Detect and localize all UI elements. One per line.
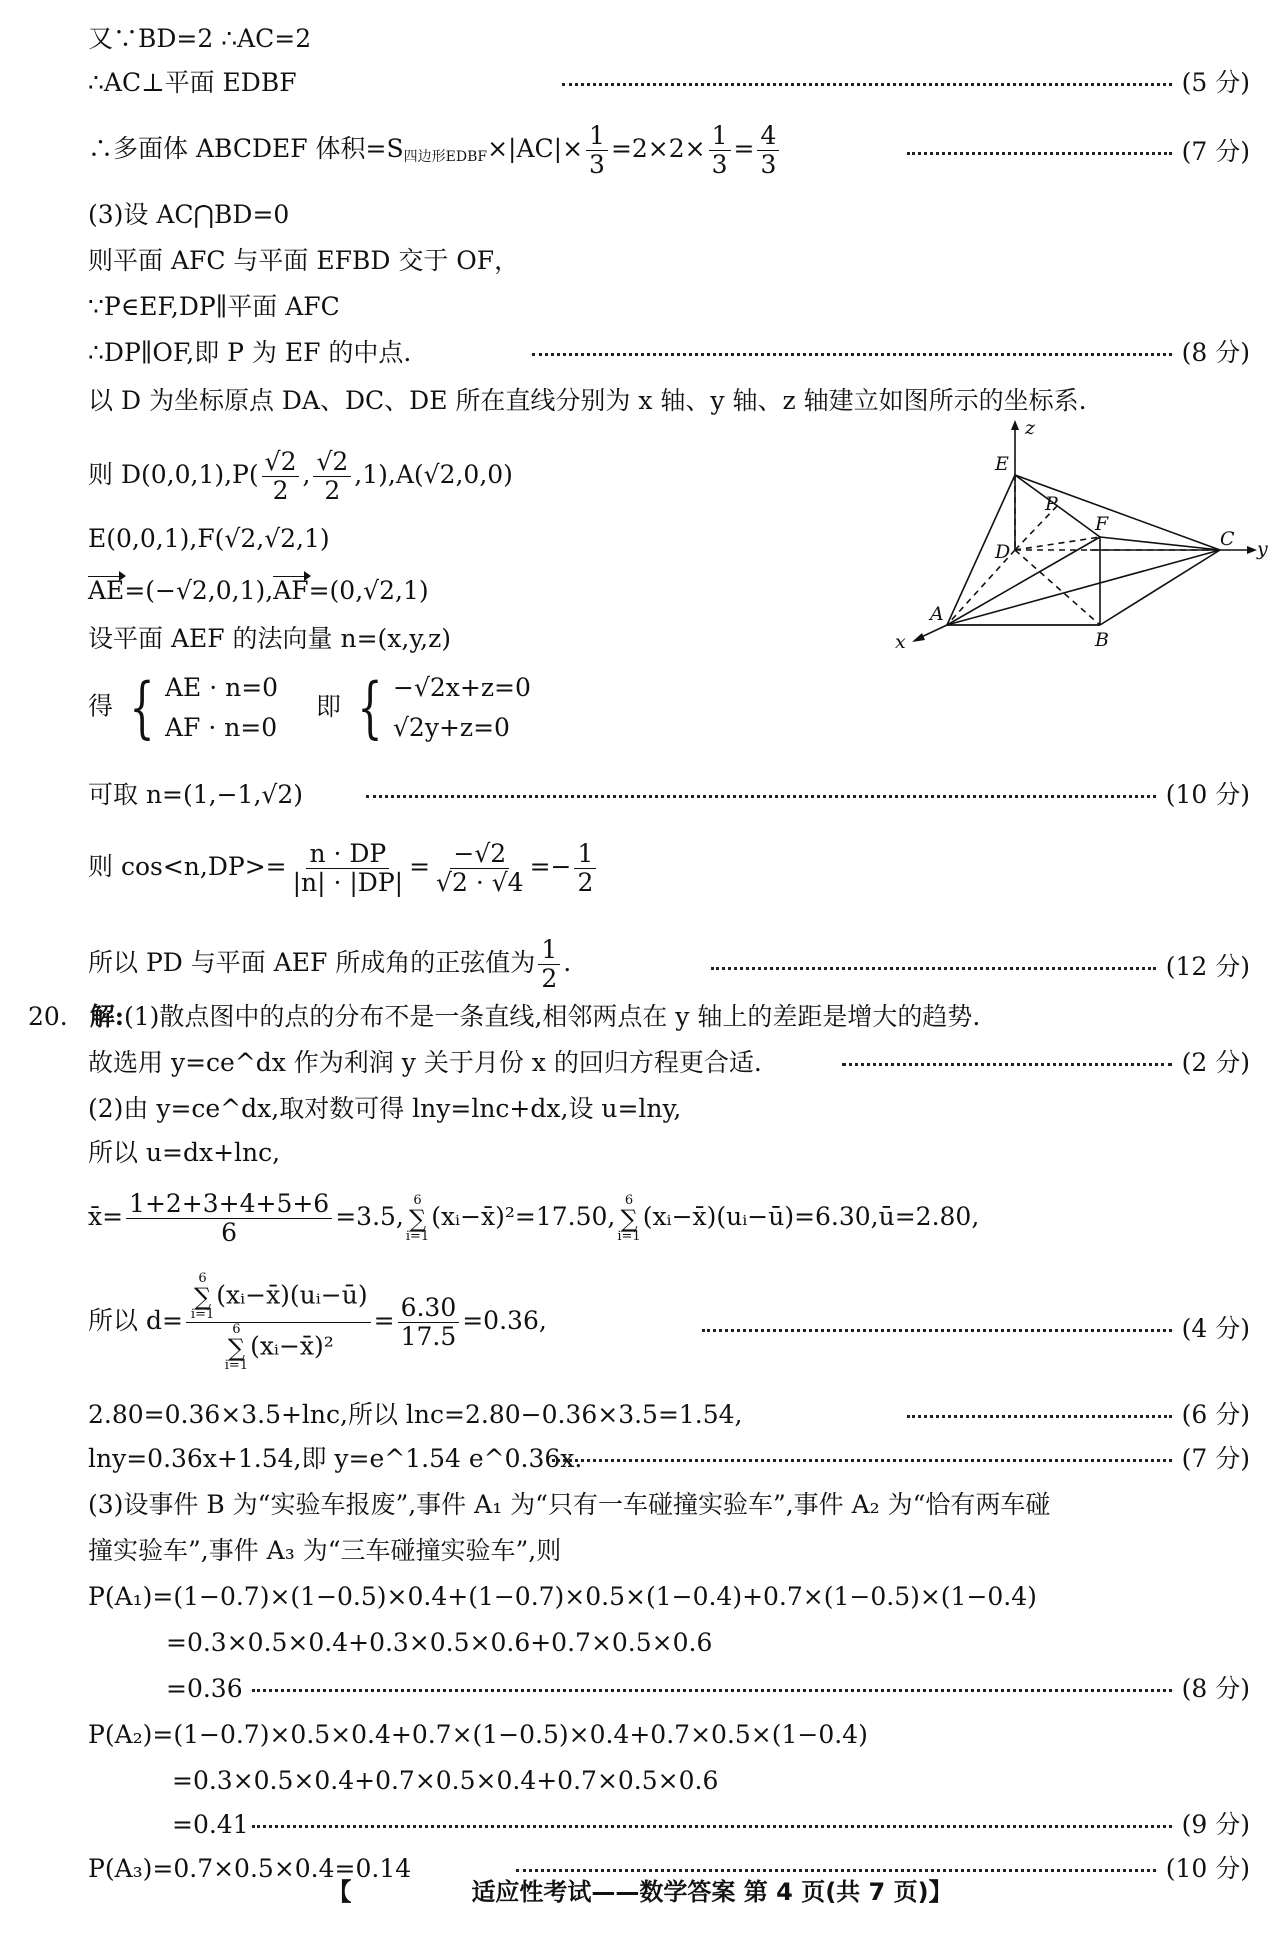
fraction: $\frac{4}{3}$ <box>757 122 779 179</box>
score: (2 分) <box>1181 1048 1250 1077</box>
label-b: B <box>1095 629 1109 650</box>
line-text: =0.36 <box>166 1674 243 1703</box>
system-left: { AE · n=0 AF · n=0 <box>129 669 279 746</box>
label-f: F <box>1095 513 1109 535</box>
volume-mid: ×|AC|× <box>487 134 584 163</box>
score: (5 分) <box>1181 68 1250 97</box>
system-right: { −√2x+z=0 √2y+z=0 <box>357 669 531 746</box>
score-leader <box>711 950 1250 984</box>
sum-sq: (xᵢ−x̄)²=17.50, <box>431 1202 616 1231</box>
text-line-mean <box>88 1190 1250 1247</box>
text-line-sine: 所以 PD 与平面 AEF 所成角的正弦值为 $\frac{1}{2}$ . <box>88 935 572 993</box>
score-leader <box>562 66 1250 100</box>
text-line: 撞实验车”,事件 A₃ 为“三车碰撞实验车”,则 <box>88 1536 562 1565</box>
score-leader <box>842 1046 1250 1080</box>
text-line-points: 则 D(0,0,1),P( $\frac{√2}{2}$ , $\frac{√2}{2}$ ,1),A(√2,0,0) <box>88 447 513 505</box>
text-line: =0.3×0.5×0.4+0.7×0.5×0.4+0.7×0.5×0.6 <box>172 1766 719 1795</box>
line-text: 可取 n=(1,−1,√2) <box>88 780 303 809</box>
fraction: $\frac{n \cdot DP}{|n| \cdot |DP|}$ <box>292 839 404 897</box>
label-d: D <box>995 541 1011 563</box>
fraction: $\frac{1+2+3+4+5+6}{6}$ <box>126 1190 332 1247</box>
label-ji: 即 <box>316 691 342 721</box>
text-line: (2)由 y=ce^dx,取对数可得 lny=lnc+dx,设 u=lny, <box>88 1094 682 1123</box>
question-number: 20. <box>28 1002 68 1031</box>
d-prefix: 所以 d= <box>88 1306 183 1335</box>
label-e: E <box>995 453 1009 475</box>
text-line: 设平面 AEF 的法向量 n=(x,y,z) <box>88 624 452 653</box>
fraction: $\frac{-√2}{√2 \cdot √4}$ <box>436 839 524 897</box>
fraction: $\frac{6.30}{17.5}$ <box>398 1294 460 1351</box>
answer-label: 解: <box>89 1002 124 1031</box>
sum-prod: (xᵢ−x̄)(uᵢ−ū)=6.30,ū=2.80, <box>642 1202 980 1231</box>
points-b: ,1),A(√2,0,0) <box>354 460 513 489</box>
line-text: lny=0.36x+1.54,即 y=e^1.54 e^0.36x. <box>88 1444 583 1473</box>
vector-ae: AE <box>88 574 124 608</box>
d-value: =0.36, <box>462 1306 547 1335</box>
sigma-symbol: 6 ∑ i=1 <box>405 1192 430 1244</box>
vector-a: =(−√2,0,1), <box>124 576 274 605</box>
fraction: $\frac{√2}{2}$ <box>313 448 351 505</box>
line-text: ∴AC⊥平面 EDBF <box>88 68 297 97</box>
score: (9 分) <box>1181 1810 1250 1839</box>
score-leader <box>366 778 1250 812</box>
eq-row: AF · n=0 <box>164 713 278 742</box>
label-x: x <box>895 631 906 650</box>
text-line: =0.3×0.5×0.4+0.3×0.5×0.6+0.7×0.5×0.6 <box>166 1628 713 1657</box>
fraction: $\frac{1}{2}$ <box>538 936 560 993</box>
mean-value: =3.5, <box>335 1202 404 1231</box>
line-text: =0.41 <box>172 1810 249 1839</box>
line-text: (1)散点图中的点的分布不是一条直线,相邻两点在 y 轴上的差距是增大的趋势. <box>123 1002 981 1031</box>
text-line: 又∵BD=2 ∴AC=2 <box>88 24 312 53</box>
label-p: P <box>1045 493 1058 515</box>
line-text: 2.80=0.36×3.5+lnc,所以 lnc=2.80−0.36×3.5=1.54, <box>88 1400 743 1429</box>
eq-row: AE · n=0 <box>164 673 279 702</box>
label-de: 得 <box>88 691 114 721</box>
volume-prefix: ∴多面体 ABCDEF 体积=S <box>88 134 404 163</box>
score: (7 分) <box>1181 137 1250 166</box>
score: (10 分) <box>1165 780 1250 809</box>
volume-eq: =2×2× <box>610 134 706 163</box>
fraction: $\frac{1}{3}$ <box>586 122 608 179</box>
text-line: 则平面 AFC 与平面 EFBD 交于 OF， <box>88 246 520 275</box>
vector-af: AF <box>273 574 308 608</box>
page-footer <box>0 1872 1280 1907</box>
volume-sub: 四边形EDBF <box>403 149 488 165</box>
cos-prefix: 则 cos<n,DP>= <box>88 852 287 881</box>
text-line: (3)设 AC⋂BD=0 <box>88 200 290 229</box>
fraction: $\frac{1}{3}$ <box>709 122 731 179</box>
eq-row: √2y+z=0 <box>393 713 510 742</box>
text-line: P(A₂)=(1−0.7)×0.5×0.4+0.7×(1−0.5)×0.4+0.7×0.5×(1−0.4) <box>88 1720 868 1749</box>
volume-eq2: = <box>733 134 755 163</box>
label-c: C <box>1220 528 1235 550</box>
score: (8 分) <box>1181 338 1250 367</box>
score-leader <box>252 1672 1250 1706</box>
question-20 <box>28 1000 1250 1034</box>
label-a: A <box>930 603 944 625</box>
fraction: 6 ∑ i=1 (xᵢ−x̄)(uᵢ−ū) 6 ∑ i=1 (xᵢ−x̄)² <box>186 1272 371 1373</box>
score-leader <box>907 135 1250 169</box>
text-line: 所以 u=dx+lnc, <box>88 1138 281 1167</box>
text-line: (3)设事件 B 为“实验车报废”,事件 A₁ 为“只有一车碰撞实验车”,事件 A₂ 为“恰有两车碰 <box>88 1490 1051 1519</box>
fraction: $\frac{1}{2}$ <box>574 840 596 897</box>
text-line: E(0,0,1),F(√2,√2,1) <box>88 524 330 553</box>
label-y: y <box>1257 538 1268 560</box>
text-line-d: 所以 d= 6 ∑ i=1 (xᵢ−x̄)(uᵢ−ū) 6 ∑ i=1 (xᵢ−x̄)² = $\frac{6.30}{17.5}$ =0.36, <box>88 1271 547 1373</box>
label-z: z <box>1025 420 1036 439</box>
footer-bracket: 【 <box>327 1878 352 1906</box>
points-a: 则 D(0,0,1),P( <box>88 460 259 489</box>
score-leader <box>702 1312 1250 1346</box>
mean-prefix: x̄= <box>88 1202 124 1231</box>
line-text: ∴DP∥OF,即 P 为 EF 的中点. <box>88 338 412 367</box>
text-line-cos: 则 cos<n,DP>= $\frac{n \cdot DP}{|n| \cdot |DP|}$ = $\frac{-√2}{√2 \cdot √4}$ =− $\frac{1}{2}$ <box>88 840 1250 897</box>
score-leader <box>532 336 1250 370</box>
footer-text: 适应性考试——数学答案 第 4 页(共 7 页)】 <box>471 1878 953 1906</box>
equation-system <box>88 668 1250 748</box>
sigma-symbol: 6 ∑ i=1 <box>617 1192 641 1244</box>
line-text: P(A₃)=0.7×0.5×0.4=0.14 <box>88 1854 412 1883</box>
score: (7 分) <box>1181 1444 1250 1473</box>
text-line: 以 D 为坐标原点 DA、DC、DE 所在直线分别为 x 轴、y 轴、z 轴建立如图所示的坐标系. <box>88 386 1087 415</box>
line-text: 故选用 y=ce^dx 作为利润 y 关于月份 x 的回归方程更合适. <box>88 1048 762 1077</box>
score: (8 分) <box>1181 1674 1250 1703</box>
score: (12 分) <box>1165 952 1250 981</box>
score-leader <box>252 1808 1250 1842</box>
score: (10 分) <box>1165 1854 1250 1883</box>
text-line: ∵P∈EF,DP∥平面 AFC <box>88 292 340 321</box>
score-leader <box>907 1398 1250 1432</box>
fraction: $\frac{√2}{2}$ <box>262 448 300 505</box>
score: (4 分) <box>1181 1314 1250 1343</box>
score-leader <box>552 1442 1250 1476</box>
geometry-figure <box>895 420 1275 650</box>
eq-row: −√2x+z=0 <box>393 673 531 702</box>
score: (6 分) <box>1181 1400 1250 1429</box>
line-text: 所以 PD 与平面 AEF 所成角的正弦值为 <box>88 948 536 977</box>
vector-b: =(0,√2,1) <box>308 576 429 605</box>
text-line: P(A₁)=(1−0.7)×(1−0.5)×0.4+(1−0.7)×0.5×(1−0.4)+0.7×(1−0.5)×(1−0.4) <box>88 1582 1037 1611</box>
